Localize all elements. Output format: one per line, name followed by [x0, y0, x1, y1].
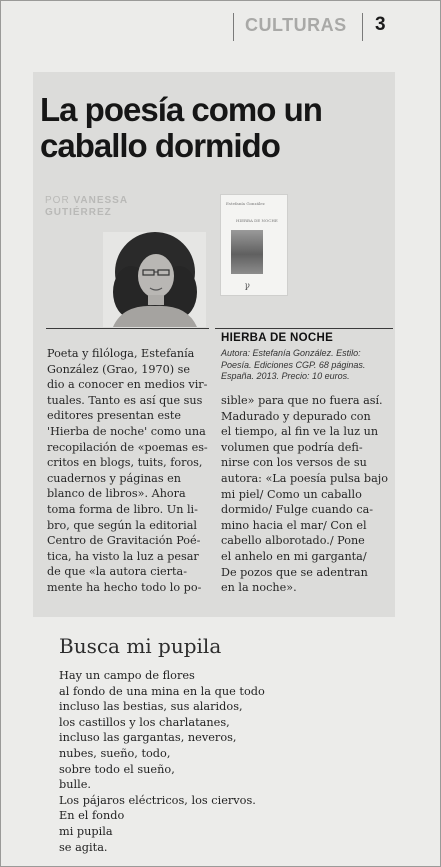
- poem-line: En el fondo: [59, 809, 125, 823]
- book-box-rule: [215, 328, 393, 329]
- body-line: cuadernos y páginas en: [47, 471, 181, 485]
- byline-name: GUTIÉRREZ: [45, 207, 112, 218]
- body-line: dormido/ Fulge cuando ca-: [221, 503, 374, 517]
- book-box-title: HIERBA DE NOCHE: [221, 332, 334, 344]
- book-cover-author: Estefanía González: [226, 201, 265, 206]
- body-line: tuales. Tanto es así que sus: [47, 393, 203, 407]
- header-rule-left: [233, 13, 234, 41]
- body-line: el anhelo en mi garganta/: [221, 549, 367, 563]
- book-cover-title: HIERBA DE NOCHE: [236, 218, 278, 223]
- book-info-line: Autora: Estefanía González. Estilo:: [221, 348, 361, 358]
- poem-line: los castillos y los charlatanes,: [59, 715, 230, 729]
- book-cover: [220, 194, 288, 296]
- poem-line: nubes, sueño, todo,: [59, 746, 171, 760]
- author-portrait-image: [103, 232, 206, 327]
- body-line: bro, que según la editorial: [47, 518, 197, 532]
- book-info-line: España. 2013. Precio: 10 euros.: [221, 371, 350, 381]
- photo-underline: [46, 328, 209, 329]
- poem-line: sobre todo el sueño,: [59, 762, 175, 776]
- body-line: el tiempo, al fin ve la luz un: [221, 425, 379, 439]
- author-photo: [103, 232, 206, 327]
- poem-line: incluso las bestias, sus alaridos,: [59, 700, 243, 714]
- body-right-column: [221, 393, 393, 596]
- poem-title: Busca mi pupila: [59, 634, 222, 658]
- poem-line: bulle.: [59, 778, 92, 792]
- body-line: recopilación de «poemas es-: [47, 440, 208, 454]
- headline-line: caballo dormido: [40, 127, 280, 164]
- headline-line: La poesía como un: [40, 91, 322, 128]
- page-number: 3: [375, 14, 386, 35]
- body-line: de que «la autora cierta-: [47, 565, 187, 579]
- body-line: dio a conocer en medios vir-: [47, 378, 208, 392]
- body-line: cabello alborotado./ Pone: [221, 534, 365, 548]
- body-line: Madurado y depurado con: [221, 409, 371, 423]
- body-left-column: [47, 346, 210, 596]
- section-name: CULTURAS: [245, 15, 347, 35]
- body-line: autora: «La poesía pulsa bajo: [221, 471, 388, 485]
- book-cover-image: [231, 230, 263, 274]
- body-line: 'Hierba de noche' como una: [47, 424, 206, 438]
- poem-line: al fondo de una mina en la que todo: [59, 684, 265, 698]
- poem-line: Los pájaros eléctricos, los ciervos.: [59, 793, 256, 807]
- poem-text: [59, 668, 359, 855]
- book-info-line: Poesía. Ediciones CGP. 68 páginas.: [221, 359, 366, 370]
- body-line: mino hacia el mar/ Con el: [221, 518, 367, 532]
- poem-line: Hay un campo de flores: [59, 669, 195, 682]
- body-line: critos en blogs, tuits, foros,: [47, 456, 203, 470]
- poem-line: incluso las gargantas, neveros,: [59, 731, 237, 745]
- poem-line: se agita.: [59, 840, 108, 854]
- body-line: sible» para que no fuera así.: [221, 394, 383, 407]
- byline-prefix: POR: [45, 195, 70, 206]
- header-rule-right: [362, 13, 363, 41]
- poem-line: mi pupila: [59, 824, 113, 838]
- book-cover-logo-icon: ꝩ: [245, 281, 250, 290]
- body-line: De pozos que se adentran: [221, 565, 368, 579]
- body-line: Poeta y filóloga, Estefanía: [47, 347, 195, 360]
- body-line: nirse con los versos de su: [221, 456, 367, 470]
- byline-name: VANESSA: [73, 195, 129, 206]
- body-line: Centro de Gravitación Poé-: [47, 534, 201, 548]
- headline: [40, 92, 420, 164]
- body-line: editores presentan este: [47, 409, 181, 423]
- body-line: mi piel/ Como un caballo: [221, 487, 362, 501]
- body-line: González (Grao, 1970) se: [47, 362, 191, 376]
- body-line: volumen que podría defi-: [221, 440, 363, 454]
- body-line: blanco de libros». Ahora: [47, 487, 186, 501]
- body-line: en la noche».: [221, 581, 297, 595]
- body-line: tica, ha visto la luz a pesar: [47, 549, 199, 563]
- byline: [45, 195, 128, 219]
- body-line: mente ha hecho todo lo po-: [47, 580, 202, 594]
- body-line: toma forma de libro. Un li-: [47, 502, 198, 516]
- book-box-info: [221, 348, 396, 383]
